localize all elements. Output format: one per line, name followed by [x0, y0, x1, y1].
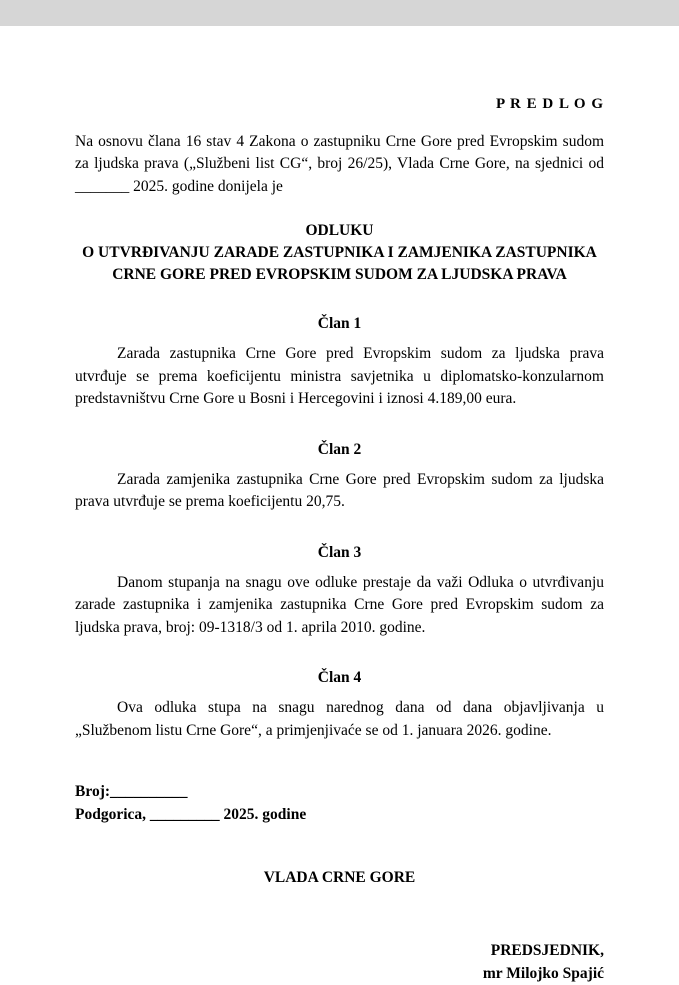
predlog-label: P R E D L O G: [495, 96, 604, 112]
document-title: [75, 220, 604, 285]
document-page: [0, 26, 679, 985]
article-4-heading: Član 4: [317, 669, 362, 687]
place-date-line: Podgorica, _________ 2025. godine: [75, 806, 307, 824]
article-4: [75, 669, 604, 742]
signature-name: mr Milojko Spajić: [482, 964, 604, 982]
reference-block: [75, 780, 604, 827]
article-2: [75, 441, 604, 514]
article-3: [75, 544, 604, 639]
viewer-top-strip: [0, 0, 679, 26]
signature-title: PREDSJEDNIK,: [490, 941, 604, 959]
article-3-body: Danom stupanja na snagu ove odluke prestaje da važi Odluka o utvrđivanju zarade zastupnika i zamjenika zastupnika Crne Gore pred Evropskim sudom za ljudska prava, broj: 09-1318/3 od 1. aprila 2010. godine.: [75, 573, 604, 636]
article-1-body: Zarada zastupnika Crne Gore pred Evropskim sudom za ljudska prava utvrđuje se prema koeficijentu ministra savjetnika u diplomatsko-konzularnom predstavništvu Crne Gore u Bosni i Hercegovini i iznosi 4.189,00 eura.: [75, 345, 604, 408]
intro-paragraph: Na osnovu člana 16 stav 4 Zakona o zastupniku Crne Gore pred Evropskim sudom za ljudska prava („Službeni list CG“, broj 26/25), Vlada Crne Gore, na sjednici od _______ 2025. godine donijela je: [75, 133, 604, 195]
article-2-body: Zarada zamjenika zastupnika Crne Gore pred Evropskim sudom za ljudska prava utvrđuje se prema koeficijentu 20,75.: [75, 470, 604, 511]
title-line-2: O UTVRĐIVANJU ZARADE ZASTUPNIKA I ZAMJENIKA ZASTUPNIKA: [82, 244, 597, 262]
article-4-body: Ova odluka stupa na snagu narednog dana od dana objavljivanja u „Službenom listu Crne Gore“, a primjenjivaće se od 1. januara 2026. godine.: [75, 699, 604, 739]
article-2-heading: Član 2: [317, 440, 362, 458]
number-line: Broj:__________: [75, 783, 188, 801]
article-1: [75, 315, 604, 410]
signature-block: [75, 939, 604, 985]
title-line-3: CRNE GORE PRED EVROPSKIM SUDOM ZA LJUDSKA PRAVA: [112, 265, 567, 283]
article-3-heading: Član 3: [317, 543, 362, 561]
article-1-heading: Član 1: [317, 315, 362, 333]
title-line-1: ODLUKU: [305, 222, 374, 240]
government-line: VLADA CRNE GORE: [263, 868, 416, 886]
